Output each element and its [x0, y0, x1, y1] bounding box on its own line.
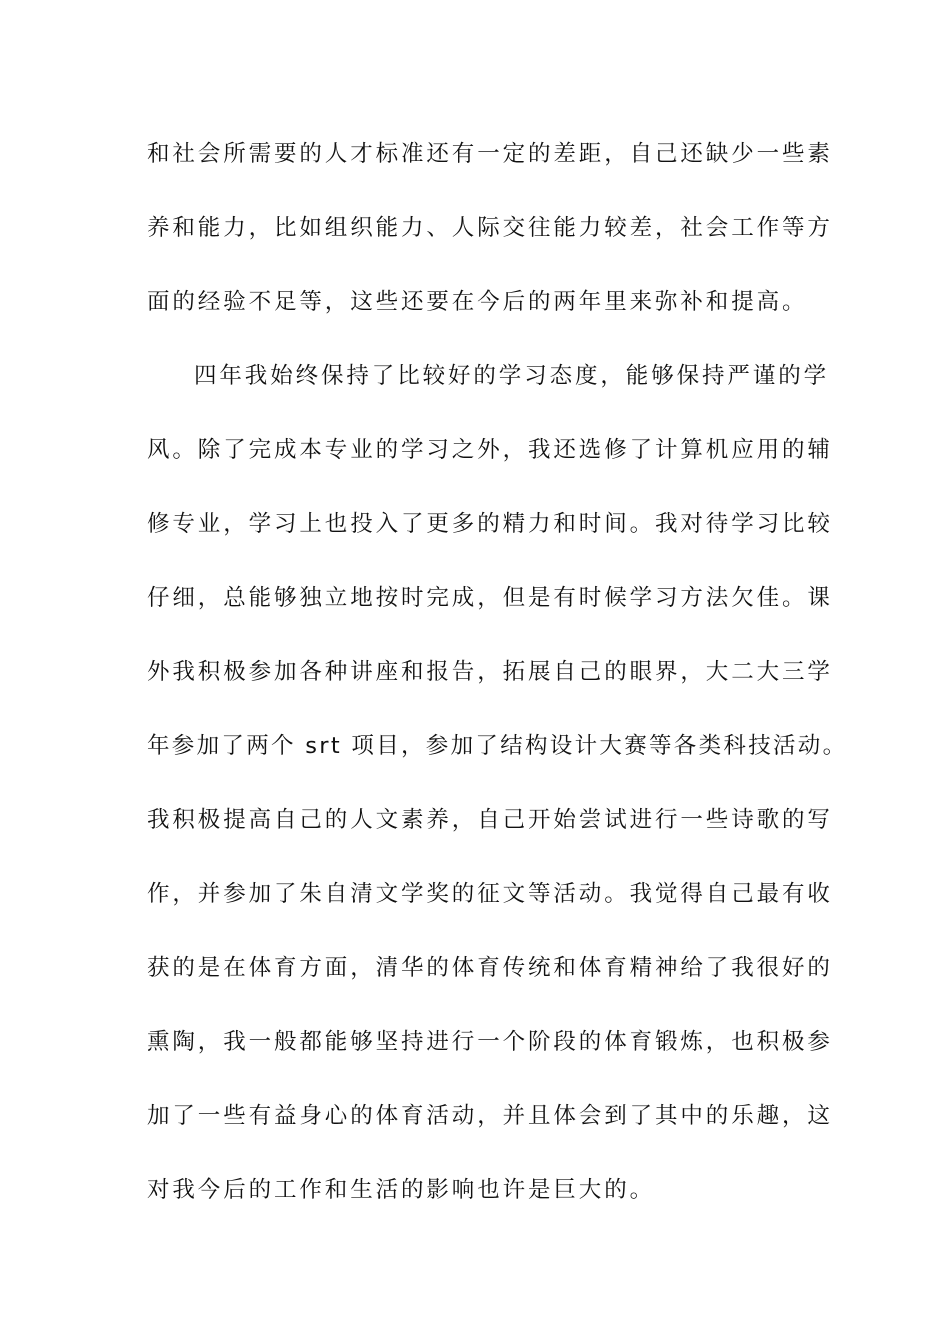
text-line-11: 作，并参加了朱自清文学奖的征文等活动。我觉得自己最有收 [147, 881, 833, 907]
text-line-5: 风。除了完成本专业的学习之外，我还选修了计算机应用的辅 [147, 437, 833, 463]
text-line-1: 和社会所需要的人才标准还有一定的差距，自己还缺少一些素 [147, 141, 833, 167]
text-line-2: 养和能力，比如组织能力、人际交往能力较差，社会工作等方 [147, 215, 833, 241]
text-line-9: 年参加了两个 srt 项目，参加了结构设计大赛等各类科技活动。 [147, 733, 848, 759]
text-line-14: 加了一些有益身心的体育活动，并且体会到了其中的乐趣，这 [147, 1103, 833, 1129]
text-line-3: 面的经验不足等，这些还要在今后的两年里来弥补和提高。 [147, 289, 808, 315]
text-line-8: 外我积极参加各种讲座和报告，拓展自己的眼界，大二大三学 [147, 659, 833, 685]
text-line-6: 修专业，学习上也投入了更多的精力和时间。我对待学习比较 [147, 511, 833, 537]
text-line-10: 我积极提高自己的人文素养，自己开始尝试进行一些诗歌的写 [147, 807, 833, 833]
text-line-13: 熏陶，我一般都能够坚持进行一个阶段的体育锻炼，也积极参 [147, 1029, 833, 1055]
text-line-12: 获的是在体育方面，清华的体育传统和体育精神给了我很好的 [147, 955, 833, 981]
text-line-7: 仔细，总能够独立地按时完成，但是有时候学习方法欠佳。课 [147, 585, 833, 611]
text-line-15: 对我今后的工作和生活的影响也许是巨大的。 [147, 1177, 656, 1203]
paragraph-start-line: 四年我始终保持了比较好的学习态度，能够保持严谨的学 [194, 363, 830, 389]
